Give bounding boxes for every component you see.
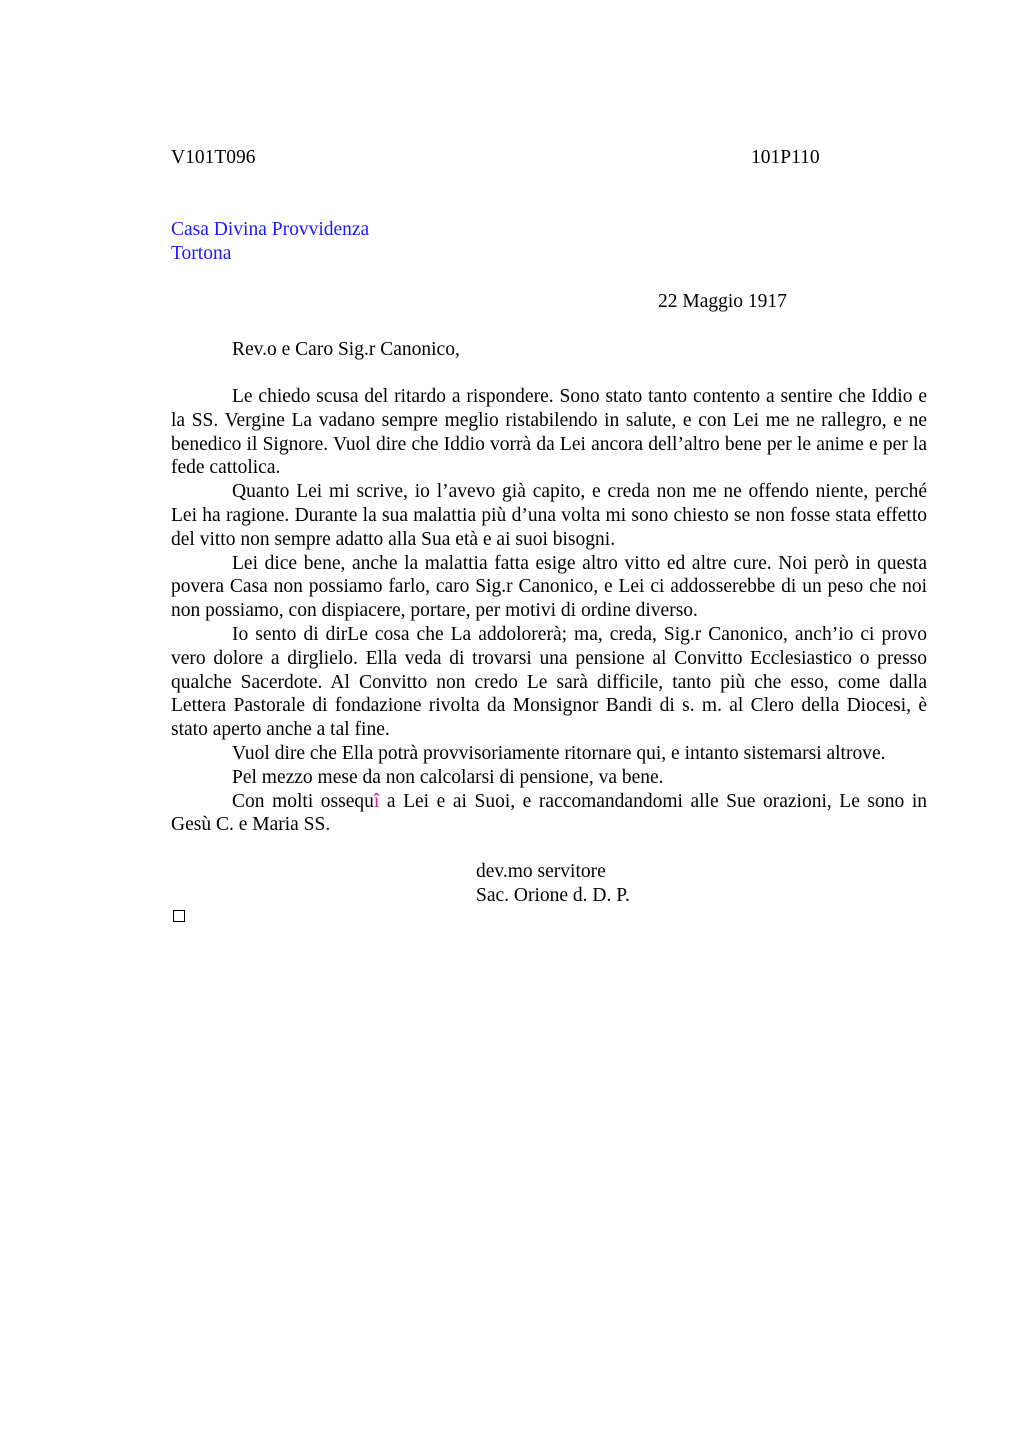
salutation: Rev.o e Caro Sig.r Canonico, (232, 339, 460, 360)
body-paragraph: Io sento di dirLe cosa che La addolorerà; ma, creda, Sig.r Canonico, anch’io ci provo vero dolore a dirglielo. Ella veda di trovarsi una pensione al Convitto Ecclesiastico o presso qualche Sacerdote. Al Convitto non credo Le sarà difficile, tanto più che esso, come dalla Lettera Pastorale di fondazione rivolta da Monsignor Bandi di s. m. al Clero della Diocesi, è stato aperto anche a tal fine. (171, 623, 927, 741)
closing: dev.mo servitore (476, 861, 606, 882)
final-text-after: a Lei e ai Suoi, e raccomandandomi alle Sue orazioni, Le sono in Gesù C. e Maria SS. (171, 790, 927, 836)
body-paragraph: Vuol dire che Ella potrà provvisoriamente ritornare qui, e intanto sistemarsi altrove. (232, 742, 886, 764)
document-ref-left: V101T096 (171, 147, 256, 168)
body-paragraph: Quanto Lei mi scrive, io l’avevo già capito, e creda non me ne offendo niente, perché Lei ha ragione. Durante la sua malattia più d’una volta mi sono chiesto se non fosse stata effetto del vitto non sempre adatto alla Sua età e ai suoi bisogni. (171, 481, 927, 550)
signature: Sac. Orione d. D. P. (476, 885, 630, 906)
body-paragraph-final (171, 790, 927, 838)
sender-city: Tortona (171, 243, 232, 264)
final-text-before: Con molti ossequ (232, 790, 374, 812)
letter-body (171, 385, 927, 837)
empty-checkbox-icon (173, 910, 185, 922)
letter-date: 22 Maggio 1917 (658, 291, 787, 312)
sender-organization: Casa Divina Provvidenza (171, 219, 370, 240)
document-ref-right: 101P110 (751, 147, 820, 168)
body-paragraph: Pel mezzo mese da non calcolarsi di pensione, va bene. (232, 766, 664, 788)
body-paragraph: Le chiedo scusa del ritardo a rispondere. Sono stato tanto contento a sentire che Iddio e la SS. Vergine La vadano sempre meglio ristabilendo in salute, e con Lei me ne rallegro, e ne benedico il Signore. Vuol dire che Iddio vorrà da Lei ancora dell’altro bene per le anime e per la fede cattolica. (171, 386, 927, 479)
accented-character: î (373, 790, 380, 812)
body-paragraph: Lei dice bene, anche la malattia fatta esige altro vitto ed altre cure. Noi però in questa povera Casa non possiamo farlo, caro Sig.r Canonico, e Lei ci addosserebbe di un peso che noi non possiamo, con dispiacere, portare, per motivi di ordine diverso. (171, 552, 927, 622)
